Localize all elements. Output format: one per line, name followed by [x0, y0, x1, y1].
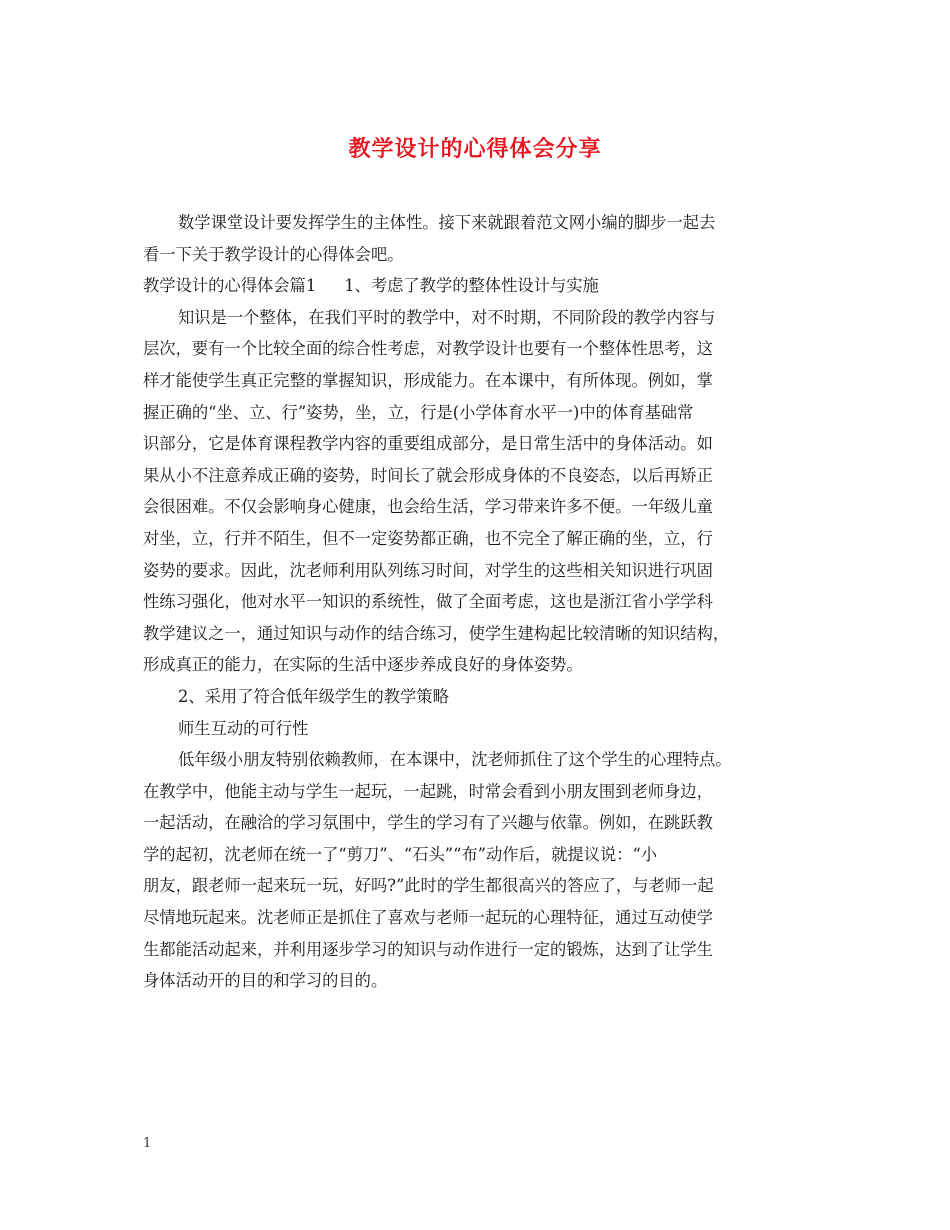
intro-line: 看一下关于教学设计的心得体会吧。 [143, 244, 404, 264]
section-point-1: 1、考虑了教学的整体性设计与实施 [344, 276, 599, 296]
paragraph-line: 学的起初，沈老师在统一了“剪刀”、“石头”“布”动作后，就提议说：“小 [143, 844, 658, 864]
page-number: 1 [143, 1136, 152, 1151]
paragraph-line: 性练习强化，他对水平一知识的系统性，做了全面考虑，这也是浙江省小学学科 [143, 592, 713, 612]
paragraph-line: 尽情地玩起来。沈老师正是抓住了喜欢与老师一起玩的心理特征，通过互动使学 [143, 908, 713, 928]
paragraph-line: 形成真正的能力，在实际的生活中逐步养成良好的身体姿势。 [143, 655, 583, 675]
paragraph-line: 对坐，立，行并不陌生，但不一定姿势都正确，也不完全了解正确的坐，立，行 [143, 528, 713, 548]
paragraph-line: 样才能使学生真正完整的掌握知识，形成能力。在本课中，有所体现。例如，掌 [143, 370, 713, 390]
paragraph-line: 姿势的要求。因此，沈老师利用队列练习时间，对学生的这些相关知识进行巩固 [143, 560, 713, 580]
paragraph-line: 低年级小朋友特别依赖教师，在本课中，沈老师抓住了这个学生的心理特点。 [178, 750, 732, 770]
intro-line: 数学课堂设计要发挥学生的主体性。接下来就跟着范文网小编的脚步一起去 [178, 213, 716, 232]
paragraph-line: 知识是一个整体，在我们平时的教学中，对不时期，不同阶段的教学内容与 [178, 307, 716, 327]
paragraph-line: 果从小不注意养成正确的姿势，时间长了就会形成身体的不良姿态，以后再矫正 [143, 465, 713, 485]
paragraph-line: 在教学中，他能主动与学生一起玩，一起跳，时常会看到小朋友围到老师身边， [143, 781, 713, 801]
paragraph-line: 一起活动，在融洽的学习氛围中，学生的学习有了兴趣与依靠。例如，在跳跃教 [143, 813, 713, 833]
point-2-heading: 2、采用了符合低年级学生的教学策略 [178, 686, 449, 706]
document-body [143, 207, 813, 997]
paragraph-line: 教学建议之一，通过知识与动作的结合练习，使学生建构起比较清晰的知识结构， [143, 623, 730, 643]
paragraph-line: 会很困难。不仅会影响身心健康，也会给生活，学习带来许多不便。一年级儿童 [143, 497, 713, 517]
paragraph-line: 身体活动开的目的和学习的目的。 [143, 971, 388, 991]
subheading: 师生互动的可行性 [178, 718, 309, 738]
section-label: 教学设计的心得体会篇1 [143, 276, 317, 296]
paragraph-line: 生都能活动起来，并利用逐步学习的知识与动作进行一定的锻炼，达到了让学生 [143, 939, 713, 959]
paragraph-line: 层次，要有一个比较全面的综合性考虑，对教学设计也要有一个整体性思考，这 [143, 339, 713, 359]
paragraph-line: 朋友，跟老师一起来玩一玩，好吗?”此时的学生都很高兴的答应了，与老师一起 [143, 876, 714, 896]
paragraph-line: 握正确的“坐、立、行”姿势，坐，立，行是(小学体育水平一)中的体育基础常 [143, 402, 694, 422]
paragraph-line: 识部分，它是体育课程教学内容的重要组成部分，是日常生活中的身体活动。如 [143, 434, 713, 454]
section-heading [143, 270, 813, 302]
document-title: 教学设计的心得体会分享 [348, 136, 602, 162]
